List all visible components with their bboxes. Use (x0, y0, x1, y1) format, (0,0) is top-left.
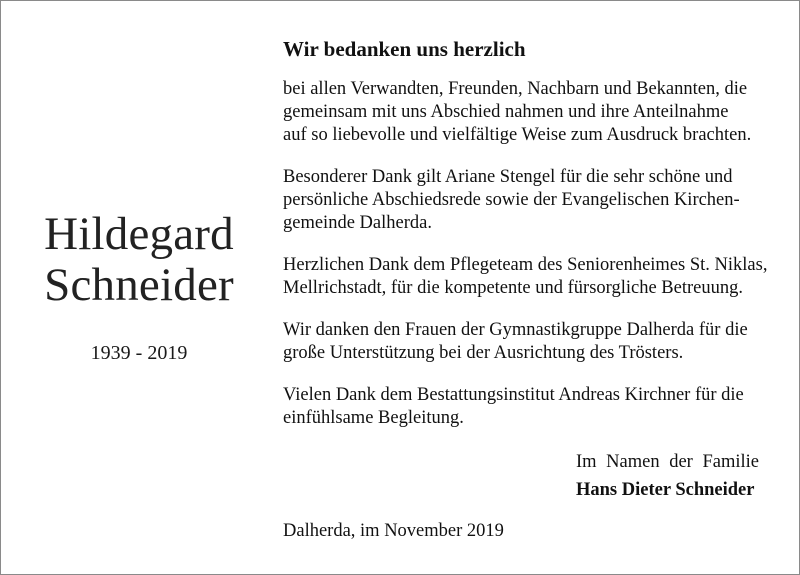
thank-you-text (283, 37, 777, 449)
place-date: Dalherda, im November 2019 (283, 521, 504, 541)
signature-block (576, 450, 781, 502)
thank-you-paragraph: Besonderer Dank gilt Ariane Stengel für die sehr schöne und persönliche Abschiedsrede sowie der Evangelischen Kirchen- gemeinde Dalherda. (283, 167, 740, 233)
signature-intro: Im Namen der Familie (576, 452, 759, 472)
deceased-first-name: Hildegard (44, 208, 234, 260)
deceased-block (21, 209, 257, 365)
life-years: 1939 - 2019 (90, 342, 188, 364)
thank-you-paragraph: bei allen Verwandten, Freunden, Nachbarn und Bekannten, die gemeinsam mit uns Abschied nahmen und ihre Anteilnahme auf so liebevolle und vielfältige Weise zum Ausdruck brachten. (283, 79, 752, 145)
thank-you-paragraph: Vielen Dank dem Bestattungsinstitut Andreas Kirchner für die einfühlsame Begleitung. (283, 385, 744, 428)
thank-you-heading: Wir bedanken uns herzlich (283, 37, 526, 61)
signature-name: Hans Dieter Schneider (576, 480, 755, 500)
deceased-last-name: Schneider (44, 259, 234, 311)
thank-you-paragraph: Herzlichen Dank dem Pflegeteam des Seniorenheimes St. Niklas, Mellrichstadt, für die kompetente und fürsorgliche Betreuung. (283, 255, 768, 298)
thank-you-paragraph: Wir danken den Frauen der Gymnastikgruppe Dalherda für die große Unterstützung bei der Ausrichtung des Trösters. (283, 320, 748, 363)
